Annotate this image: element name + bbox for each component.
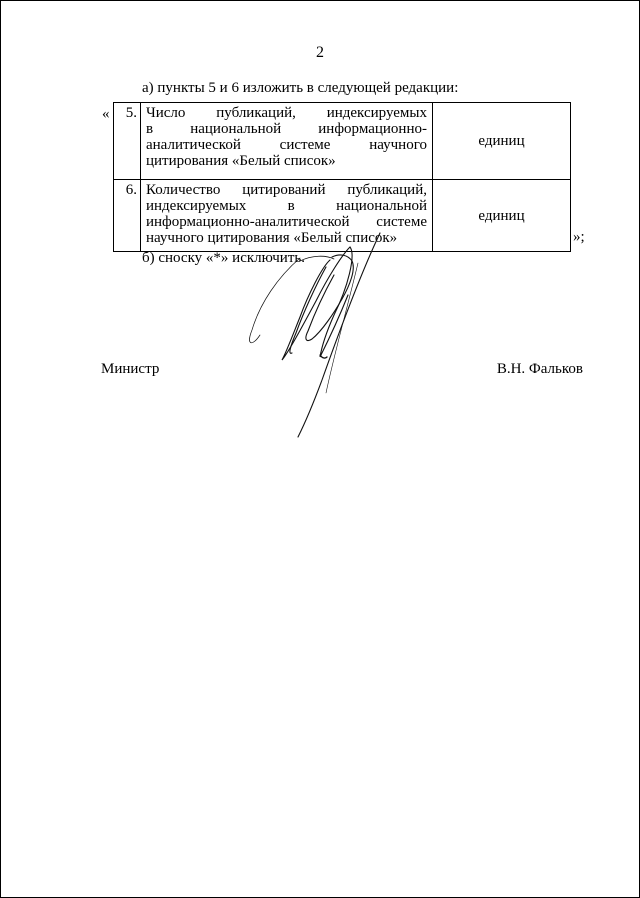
page-number: 2 — [316, 44, 324, 61]
signer-name: В.Н. Фальков — [496, 361, 583, 377]
description-line — [146, 137, 427, 153]
word: в — [146, 121, 154, 137]
word: информационно-аналитической — [146, 214, 350, 230]
word: цитирования «Белый список» — [146, 153, 336, 169]
description-line — [146, 105, 427, 121]
word: публикаций, — [216, 105, 296, 121]
description-line — [146, 121, 427, 137]
word: научного цитирования «Белый список» — [146, 230, 398, 246]
word: национальной — [190, 121, 282, 137]
footnote-instruction: б) сноску «*» исключить. — [142, 250, 305, 266]
unit-cell: единиц — [433, 180, 571, 252]
closing-quote: »; — [573, 229, 585, 245]
word: индексируемых — [146, 198, 247, 214]
word: системе — [376, 214, 427, 230]
word: в — [287, 198, 295, 214]
word: Число — [146, 105, 186, 121]
description-line — [146, 182, 427, 198]
word: информационно- — [318, 121, 427, 137]
description-line — [146, 153, 427, 169]
word: публикаций, — [347, 182, 427, 198]
word: аналитической — [146, 137, 241, 153]
word: индексируемых — [326, 105, 427, 121]
word: научного — [369, 137, 427, 153]
description-line — [146, 198, 427, 214]
table-row — [114, 103, 571, 180]
row-number: 6. — [114, 180, 141, 252]
row-number: 5. — [114, 103, 141, 180]
amendment-intro: а) пункты 5 и 6 изложить в следующей редакции: — [142, 80, 459, 96]
unit-cell: единиц — [433, 103, 571, 180]
word: Количество — [146, 182, 221, 198]
opening-quote: « — [102, 106, 110, 122]
signer-title: Министр — [101, 361, 160, 377]
row-description — [141, 103, 433, 180]
word: цитирований — [242, 182, 326, 198]
handwritten-signature — [230, 215, 410, 440]
word: национальной — [336, 198, 427, 214]
word: системе — [279, 137, 331, 153]
